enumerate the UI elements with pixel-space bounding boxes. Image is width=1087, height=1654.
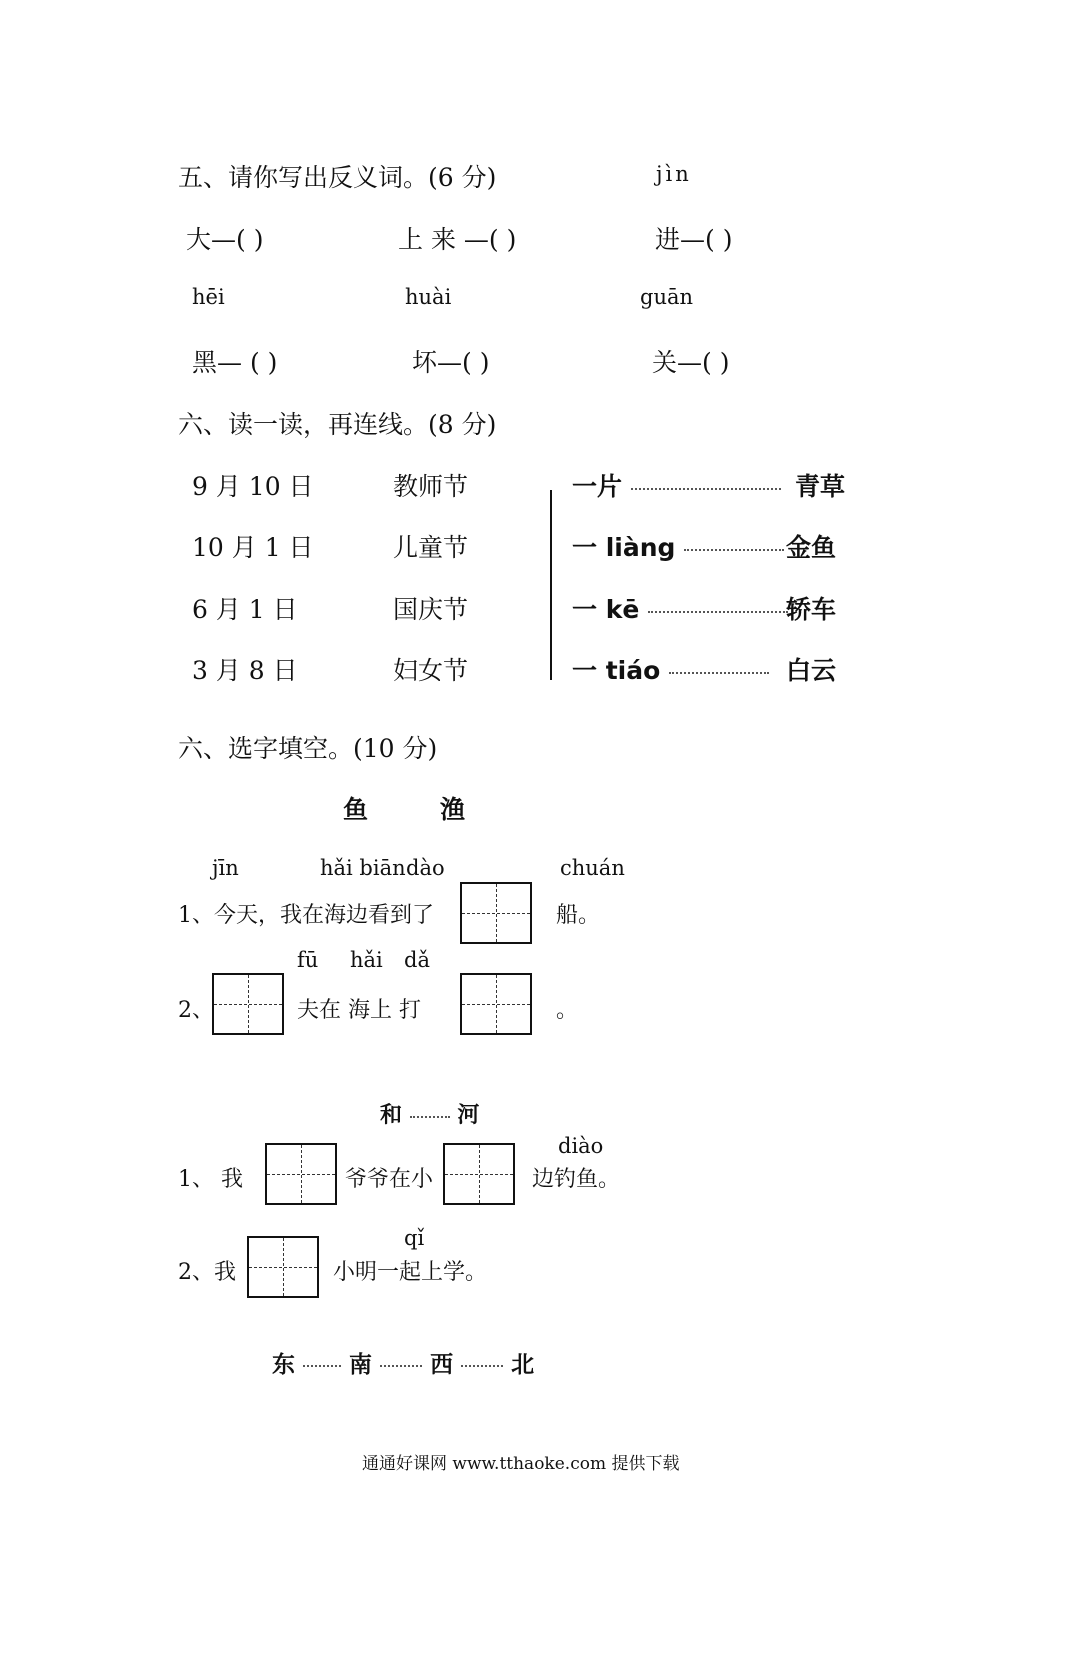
- sentence-3-mid: 爷爷在小: [345, 1167, 434, 1192]
- measure-item[interactable]: 一 kē: [572, 590, 788, 626]
- sentence-1-end: 船。: [556, 903, 601, 928]
- date-item[interactable]: 3 月 8 日: [192, 656, 298, 685]
- fill-box[interactable]: [265, 1143, 337, 1205]
- noun-item[interactable]: 白云: [786, 656, 837, 685]
- fill-box[interactable]: [443, 1143, 515, 1205]
- sentence-2-mid: 夫在 海上 打: [297, 998, 421, 1023]
- pinyin-huai: huài: [405, 285, 452, 309]
- fill-box[interactable]: [460, 882, 532, 944]
- pinyin-label: jīn: [212, 856, 239, 880]
- pinyin-label: fū: [297, 948, 319, 972]
- section5-title: 五、请你写出反义词。(6 分): [178, 163, 497, 192]
- festival-item[interactable]: 儿童节: [393, 533, 469, 562]
- date-item[interactable]: 6 月 1 日: [192, 595, 298, 624]
- fill-box[interactable]: [212, 973, 284, 1035]
- noun-item[interactable]: 金鱼: [786, 533, 837, 562]
- measure-item[interactable]: 一 tiáo: [572, 651, 769, 687]
- pinyin-label: hǎi: [350, 948, 383, 972]
- sentence-4-end: 小明一起上学。: [333, 1260, 488, 1285]
- antonym-item-6[interactable]: 关—( ): [652, 348, 730, 377]
- antonym-item-5[interactable]: 坏—( ): [412, 348, 490, 377]
- direction-words: 东 南 西 北: [272, 1352, 535, 1378]
- sentence-3-end: 边钓鱼。: [532, 1167, 621, 1192]
- pinyin-guan: guān: [640, 285, 694, 309]
- char-option-yu2: 渔: [440, 795, 466, 824]
- sentence-2-num: 2、: [178, 998, 214, 1023]
- char-option-he: 和 河: [380, 1103, 480, 1128]
- pinyin-label: chuán: [560, 856, 625, 880]
- fill-box[interactable]: [247, 1236, 319, 1298]
- measure-item[interactable]: 一 liàng: [572, 528, 784, 564]
- char-option-yu: 鱼: [343, 795, 369, 824]
- festival-item[interactable]: 妇女节: [393, 656, 469, 685]
- antonym-item-2[interactable]: 上 来 —( ): [398, 225, 517, 254]
- sentence-1-text: 1、今天，我在海边看到了: [178, 903, 434, 928]
- pinyin-label: dǎ: [404, 948, 430, 972]
- pinyin-label: qǐ: [404, 1226, 425, 1250]
- antonym-item-3[interactable]: 进—( ): [655, 225, 733, 254]
- pinyin-label: diào: [558, 1134, 604, 1158]
- pinyin-label: dào: [406, 856, 445, 880]
- section6b-title: 六、选字填空。(10 分): [178, 734, 438, 763]
- footer-source: 通通好课网 www.tthaoke.com 提供下载: [362, 1454, 680, 1474]
- noun-item[interactable]: 青草: [795, 472, 846, 501]
- sentence-2-end: 。: [556, 998, 579, 1023]
- fill-box[interactable]: [460, 973, 532, 1035]
- sentence-4-start: 2、我: [178, 1260, 236, 1285]
- festival-item[interactable]: 教师节: [393, 472, 469, 501]
- pinyin-hei: hēi: [192, 285, 225, 309]
- antonym-item-1[interactable]: 大—( ): [186, 225, 264, 254]
- date-item[interactable]: 10 月 1 日: [192, 533, 314, 562]
- noun-item[interactable]: 轿车: [786, 595, 837, 624]
- divider-line: [550, 490, 552, 680]
- pinyin-jin: jìn: [656, 162, 692, 186]
- pinyin-label: hǎi biān: [320, 856, 406, 880]
- section6a-title: 六、读一读，再连线。(8 分): [178, 410, 497, 439]
- measure-item[interactable]: 一片: [572, 467, 781, 503]
- sentence-3-start: 1、 我: [178, 1167, 243, 1192]
- date-item[interactable]: 9 月 10 日: [192, 472, 314, 501]
- festival-item[interactable]: 国庆节: [393, 595, 469, 624]
- antonym-item-4[interactable]: 黑— ( ): [192, 348, 278, 377]
